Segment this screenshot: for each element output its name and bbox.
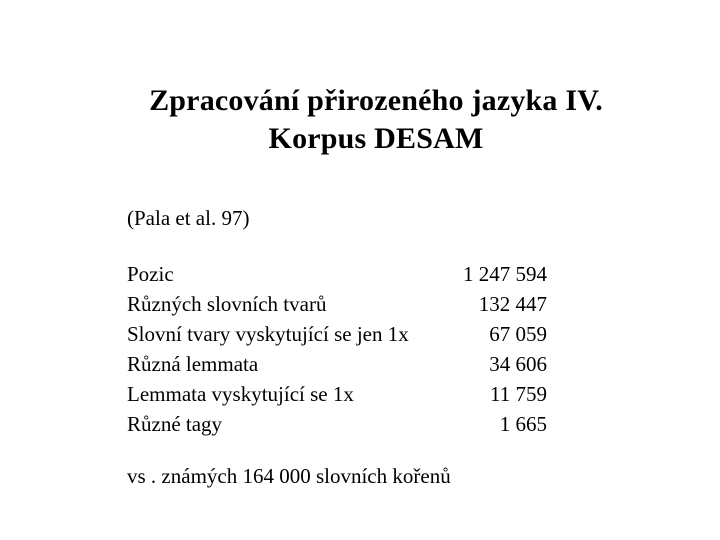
stat-label: Lemmata vyskytující se 1x	[127, 382, 354, 406]
comparison-note: vs . známých 164 000 slovních kořenů	[127, 464, 451, 488]
title-line-2: Korpus DESAM	[268, 122, 484, 155]
title-line-1: Zpracování přirozeného jazyka IV.	[149, 84, 603, 117]
source-citation: (Pala et al. 97)	[127, 206, 250, 230]
stat-value: 34 606	[489, 352, 547, 376]
stat-row-positions	[127, 259, 547, 289]
stat-value: 1 665	[499, 412, 547, 436]
stat-value: 132 447	[478, 292, 547, 316]
stat-row-word-forms	[127, 289, 547, 319]
stat-value: 1 247 594	[463, 262, 547, 286]
stat-label: Různá lemmata	[127, 352, 259, 376]
stat-value: 11 759	[490, 382, 547, 406]
stat-row-hapax-lemmata	[127, 379, 547, 409]
stat-label: Různých slovních tvarů	[127, 292, 327, 316]
slide-title	[0, 82, 720, 158]
stat-row-tags	[127, 409, 547, 439]
stat-label: Různé tagy	[127, 412, 223, 436]
stat-label: Slovní tvary vyskytující se jen 1x	[127, 322, 409, 346]
stats-list	[127, 259, 547, 439]
stat-label: Pozic	[127, 262, 174, 286]
stat-value: 67 059	[489, 322, 547, 346]
stat-row-hapax-forms	[127, 319, 547, 349]
stat-row-lemmata	[127, 349, 547, 379]
